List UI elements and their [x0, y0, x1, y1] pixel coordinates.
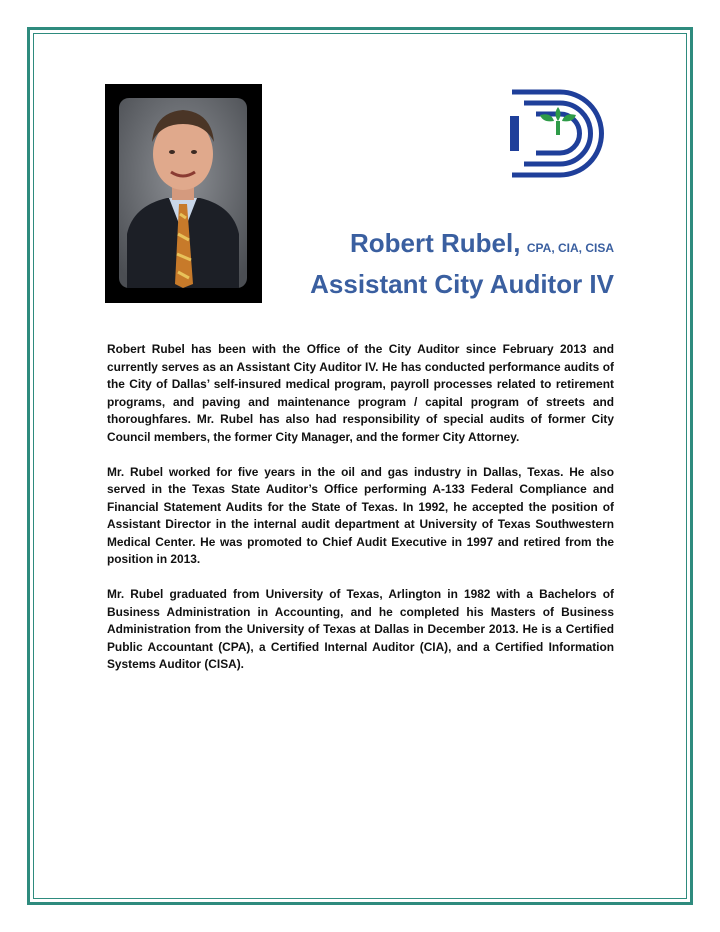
- bio-paragraph-3: Mr. Rubel graduated from University of Texas, Arlington in 1982 with a Bachelors of Business Administration in Accounting, and he completed his Masters of Business Administration from the University of Texas at Dallas in December 2013. He is a Certified Public Accountant (CPA), a Certified Internal Auditor (CIA), and a Certified Information Systems Auditor (CISA).: [107, 587, 614, 671]
- biography: [107, 341, 614, 691]
- bio-paragraph-1: Robert Rubel has been with the Office of the City Auditor since February 2013 and currently serves as an Assistant City Auditor IV. He has conducted performance audits of the City of Dallas’ self-insured medical program, payroll processes related to retirement programs, and paving and maintenance program / capital program of streets and thoroughfares. Mr. Rubel has also had responsibility of special audits of former City Council members, the former City Manager, and the former City Attorney.: [107, 342, 614, 444]
- portrait-photo: [105, 84, 262, 303]
- city-of-dallas-logo: [510, 89, 608, 178]
- credentials: CPA, CIA, CISA: [526, 241, 614, 255]
- bio-paragraph-2: Mr. Rubel worked for five years in the oil and gas industry in Dallas, Texas. He also served in the Texas State Auditor’s Office performing A-133 Federal Compliance and Financial Statement Audits for the State of Texas. In 1992, he accepted the position of Assistant Director in the internal audit department at University of Texas Southwestern Medical Center. He was promoted to Chief Audit Executive in 1997 and retired from the position in 2013.: [107, 464, 614, 566]
- person-name: Robert Rubel,: [349, 228, 521, 258]
- name-heading: [350, 228, 614, 259]
- job-title: Assistant City Auditor IV: [310, 269, 614, 299]
